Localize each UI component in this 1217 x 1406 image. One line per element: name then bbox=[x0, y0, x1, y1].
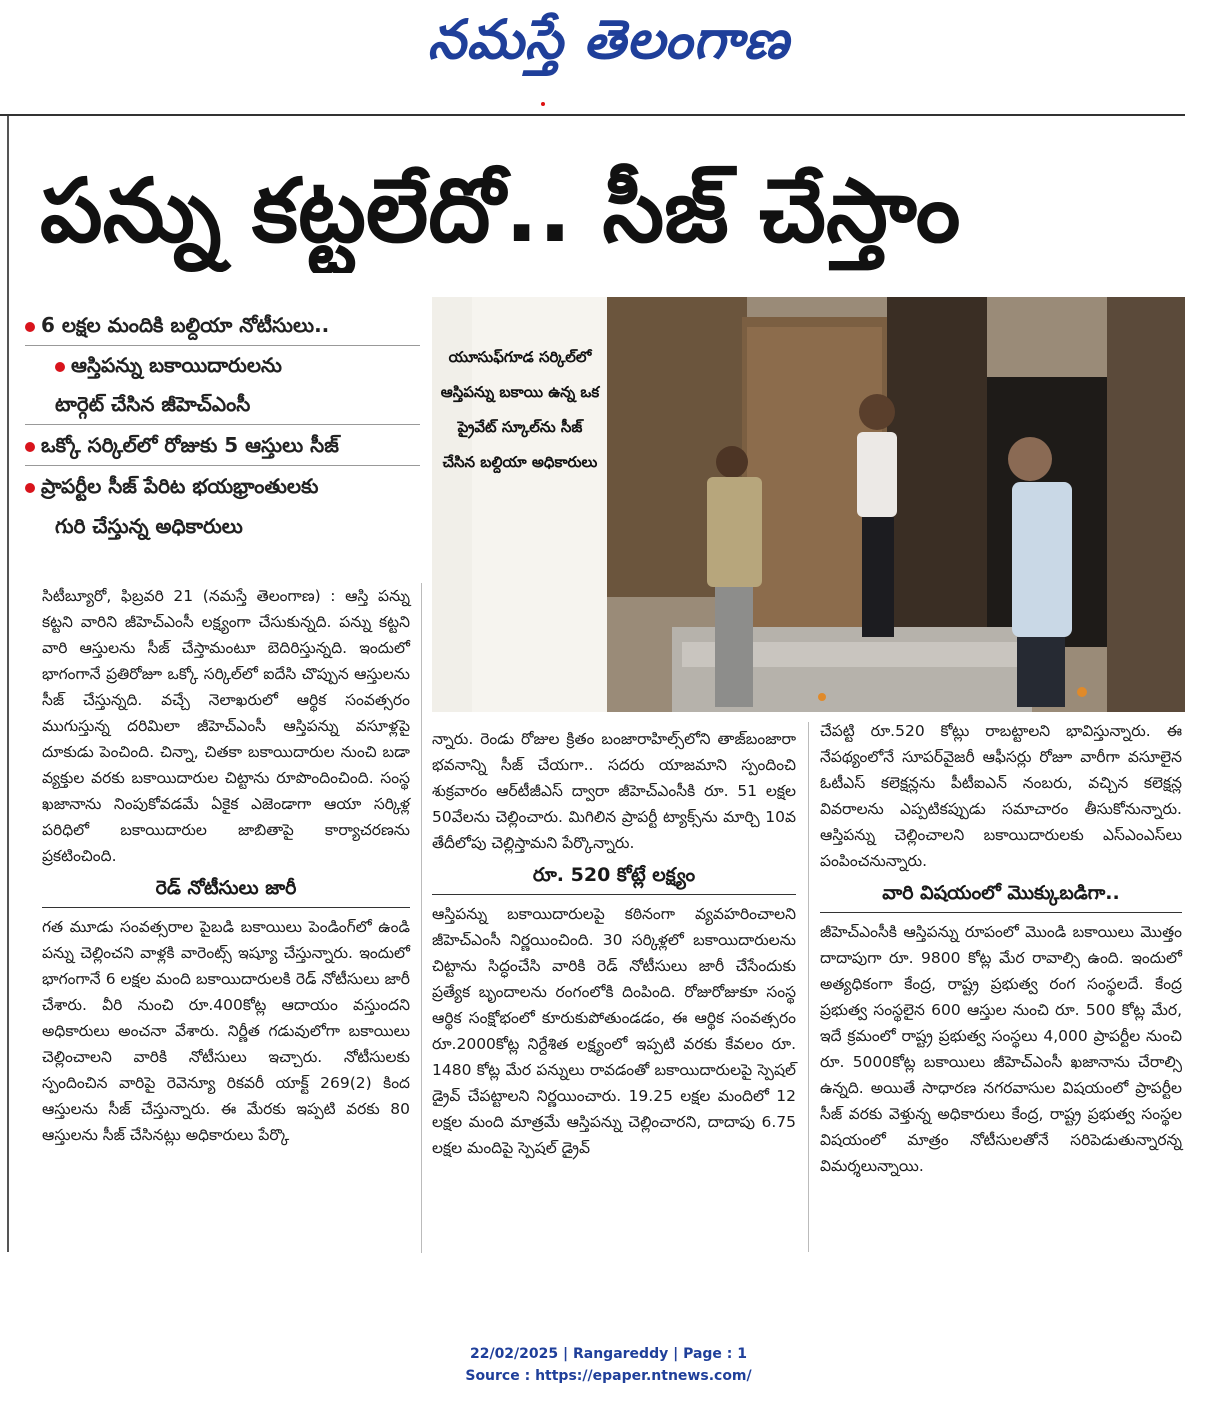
highlight-2: ఆస్తిపన్ను బకాయిదారులను bbox=[25, 346, 420, 384]
column-separator bbox=[421, 583, 422, 1253]
paragraph: గత మూడు సంవత్సరాల పైబడి బకాయిలు పెండింగ్‌లో ఉండి పన్ను చెల్లించని వాళ్లకి వారెంట్స్ ఇష్యూ చేస్తున్నారు. ఇందులో భాగంగానే 6 లక్షల మంది బకాయిదారులకి రెడ్ నోటీసులు జారీ చేశారు. వీరి నుంచి రూ.400కోట్ల ఆదాయం వస్తుందని అధికారులు అంచనా వేశారు. నిర్ణీత గడువులోగా బకాయిలు చెల్లించాలని వారికి నోటీసులు ఇచ్చారు. నోటీసులకు స్పందించిన వారిపై రెవెన్యూ రికవరీ యాక్ట్ 269(2) కింద ఆస్తులను సీజ్ చేస్తున్నారు. ఈ మేరకు ఇప్పటి వరకు 80 ఆస్తులను సీజ్ చేసినట్లు అధికారులు పేర్కొ bbox=[42, 918, 410, 1144]
paragraph: చేపట్టి రూ.520 కోట్లు రాబట్టాలని భావిస్తున్నారు. ఈ నేపథ్యంలోనే సూపర్‌వైజరీ ఆఫీసర్లు రోజూ వారీగా వసూలైన ఓటీఎస్ కలెక్షన్లను పీటీఐఎన్ నంబరు, వచ్చిన కలెక్షన్ల వివరాలను ఎప్పటికప్పుడు సమాచారం తీసుకోనున్నారు. ఆస్తిపన్ను చెల్లించాలని బకాయిదారులకు ఎస్ఎంఎస్‌లు పంపించనున్నారు. bbox=[820, 722, 1182, 870]
newspaper-masthead: నమస్తే తెలంగాణ bbox=[427, 8, 790, 71]
highlight-4-cont: గురి చేస్తున్న అధికారులు bbox=[55, 514, 243, 538]
bullet-icon bbox=[25, 483, 35, 493]
highlight-2-cont: టార్గెట్ చేసిన జీహెచ్ఎంసీ bbox=[25, 384, 420, 425]
paragraph: జీహెచ్ఎంసీకి ఆస్తిపన్ను రూపంలో మొండి బకాయిలు మొత్తం దాదాపుగా రూ. 9800 కోట్ల మేర రావాల్సి ఉంది. ఇందులో అత్యధికంగా కేంద్ర, రాష్ట్ర ప్రభుత్వ రంగ సంస్థలదే. కేంద్ర ప్రభుత్వ సంస్థలైన 600 ఆస్తుల నుంచి రూ. 500 కోట్ల మేర, ఇదే క్రమంలో రాష్ట్ర ప్రభుత్వ సంస్థలు 4,000 ప్రాపర్టీల నుంచి రూ. 5000కోట్ల బకాయిలు జీహెచ్ఎంసీ ఖజానాను చేరాల్సి ఉన్నది. అయితే సాధారణ నగరవాసుల విషయంలో ప్రాపర్టీల సీజ్ వరకు వెళ్తున్న అధికారులు కేంద్ర, రాష్ట్ర ప్రభుత్వ సంస్థల విషయంలో మాత్రం నోటీసులతోనే సరిపెడుతున్నారన్న విమర్శలున్నాయి. bbox=[820, 923, 1182, 1175]
top-rule bbox=[0, 114, 1185, 116]
footer-source-link[interactable]: Source : https://epaper.ntnews.com/ bbox=[465, 1368, 752, 1384]
masthead-red-dot bbox=[541, 102, 545, 106]
paragraph: సిటీబ్యూరో, ఫిబ్రవరి 21 (నమస్తే తెలంగాణ) : ఆస్తి పన్ను కట్టని వారిని జీహెచ్ఎంసీ లక్ష్యంగా చేసుకున్నది. పన్ను కట్టని వారి ఆస్తులను సీజ్ చేస్తామంటూ బెదిరిస్తున్నది. ఇందులో భాగంగానే ప్రతిరోజూ ఒక్కో సర్కిల్‌లో ఐదేసి చొప్పున ఆస్తులను సీజ్ చేస్తున్నది. వచ్చే నెలాఖరులో ఆర్థిక సంవత్సరం ముగుస్తున్న దరిమిలా జీహెచ్ఎంసీ ఆస్తిపన్ను వసూళ్లపై దూకుడు పెంచింది. చిన్నా, చితకా బకాయిదారుల నుంచి బడా వ్యక్తుల వరకు బకాయిదారుల చిట్టాను రూపొందించింది. సంస్థ ఖజానాను నింపుకోవడమే ఏకైక ఎజెండాగా ఆయా సర్కిళ్ల పరిధిలో బకాయిదారుల జాబితాపై కార్యాచరణను ప్రకటించింది. bbox=[42, 587, 410, 865]
footer-date-edition: 22/02/2025 | Rangareddy | Page : 1 bbox=[469, 1346, 748, 1362]
paragraph: ఆస్తిపన్ను బకాయిదారులపై కఠినంగా వ్యవహరించాలని జీహెచ్ఎంసీ నిర్ణయించింది. 30 సర్కిళ్లలో బకాయిదారులను చిట్టాను సిద్ధంచేసి వారికి రెడ్ నోటీసులు జారీ చేసేందుకు ప్రత్యేక బృందాలను రంగంలోకి దింపింది. రోజురోజుకూ సంస్థ ఆర్థిక సంక్షోభంలో కూరుకుపోతుండడం, ఈ ఆర్థిక సంవత్సరం రూ.2000కోట్ల నిర్దేశిత లక్ష్యంలో ఇప్పటి వరకు కేవలం రూ. 1480 కోట్ల మేర పన్నులు రావడంతో బకాయిదారులపై స్పెషల్ డ్రైవ్ చేపట్టాలని నిర్ణయించారు. 19.25 లక్షల మందిలో 12 లక్షల మంది మాత్రమే ఆస్తిపన్ను చెల్లించారని, దాదాపు 6.75 లక్షల మందిపై స్పెషల్ డ్రైవ్ bbox=[432, 905, 796, 1157]
photo-caption: యూసుఫ్‌గూడ సర్కిల్‌లో ఆస్తిపన్ను బకాయి ఉన్న ఒక ప్రైవేట్ స్కూల్‌ను సీజ్ చేసిన బల్దియా అధికారులు bbox=[440, 348, 600, 471]
highlight-3: ఒక్కో సర్కిల్‌లో రోజుకు 5 ఆస్తులు సీజ్ bbox=[25, 425, 420, 466]
article-column-1 bbox=[42, 583, 410, 1148]
article-column-3 bbox=[820, 718, 1182, 1179]
highlights-box bbox=[25, 305, 420, 546]
article-column-2 bbox=[432, 726, 796, 1161]
bullet-icon bbox=[25, 442, 35, 452]
subheading-rule bbox=[820, 912, 1182, 913]
subheading: రెడ్ నోటీసులు జారీ bbox=[155, 877, 297, 899]
column-separator bbox=[808, 722, 809, 1252]
bullet-icon bbox=[25, 322, 35, 332]
subheading: రూ. 520 కోట్లే లక్ష్యం bbox=[532, 864, 696, 886]
highlight-1: 6 లక్షల మందికి బల్దియా నోటీసులు.. bbox=[25, 305, 420, 346]
subheading-rule bbox=[432, 894, 796, 895]
highlight-4: ప్రాపర్టీల సీజ్ పేరిట భయభ్రాంతులకు bbox=[25, 466, 420, 506]
bullet-icon bbox=[55, 362, 65, 372]
subheading-rule bbox=[42, 907, 410, 908]
subheading: వారి విషయంలో మొక్కుబడిగా.. bbox=[882, 882, 1120, 904]
paragraph: న్నారు. రెండు రోజుల క్రితం బంజారాహిల్స్‌లోని తాజ్‌బంజారా భవనాన్ని సీజ్ చేయగా.. సదరు యాజమాని స్పందించి శుక్రవారం ఆర్‌టీజీఎస్ ద్వారా జీహెచ్ఎంసీకి రూ. 51 లక్షల 50వేలను చెల్లించారు. మిగిలిన ప్రాపర్టీ ట్యాక్స్‌ను మార్చి 10వ తేదీలోపు చెల్లిస్తామని పేర్కొన్నారు. bbox=[432, 730, 796, 852]
left-rule bbox=[7, 116, 9, 1252]
article-headline: పన్ను కట్టలేదో.. సీజ్ చేస్తాం bbox=[40, 159, 961, 262]
